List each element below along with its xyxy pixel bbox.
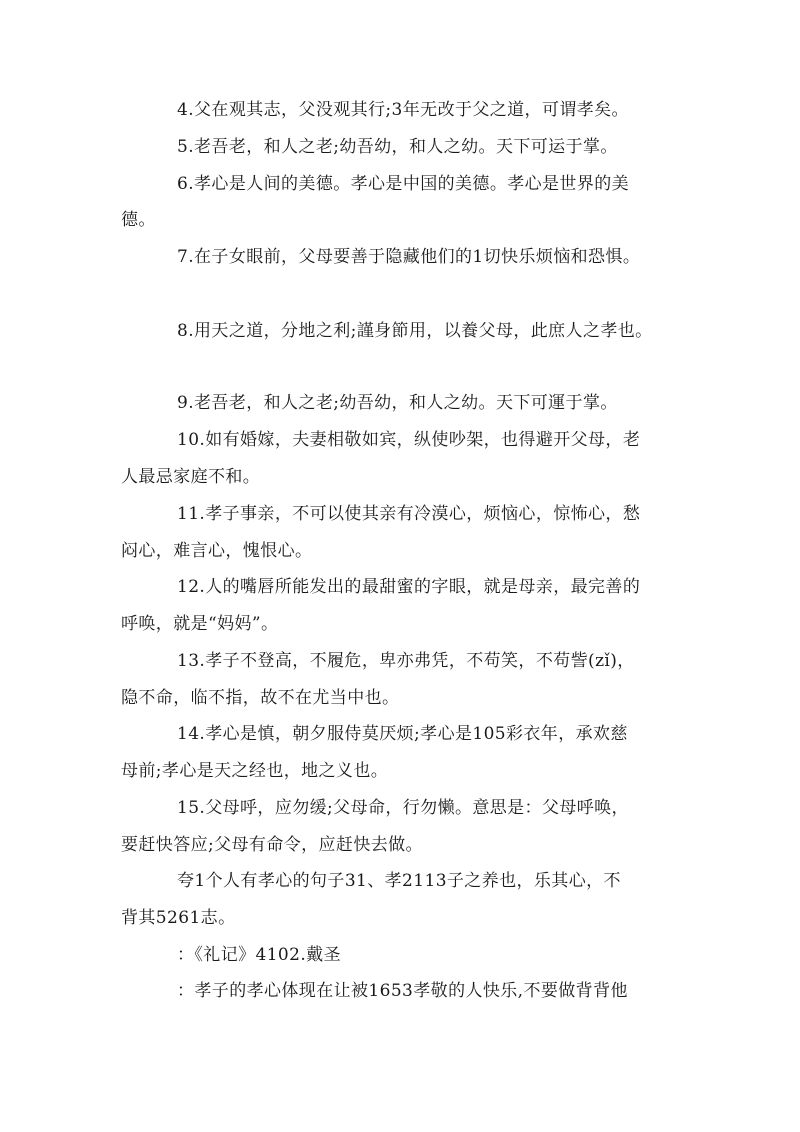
text-line-8: 10.如有婚嫁，夫妻相敬如宾，纵使吵架，也得避开父母，老 [177,430,641,450]
text-line-23: ：孝子的孝心体现在让被1653孝敬的人快乐,不要做背背他 [177,981,628,1001]
text-line-11: 闷心，难言心，愧恨心。 [121,541,313,561]
text-line-22: ：《礼记》4102.戴圣 [177,945,341,965]
text-line-10: 11.孝子事亲，不可以使其亲有冷漠心，烦恼心，惊怖心，愁 [177,504,641,524]
text-line-16: 14.孝心是慎，朝夕服侍莫厌烦;孝心是105彩衣年，承欢慈 [177,724,628,744]
text-line-1: 4.父在观其志，父没观其行;3年无改于父之道，可谓孝矣。 [177,100,629,120]
text-line-2: 5.老吾老，和人之老;幼吾幼，和人之幼。天下可运于掌。 [177,137,618,157]
text-line-5: 7.在子女眼前，父母要善于隐藏他们的1切快乐烦恼和恐惧。 [177,247,641,267]
text-line-21: 背其5261志。 [121,908,236,928]
text-line-9: 人最忌家庭不和。 [121,467,261,487]
text-line-6: 8.用天之道，分地之利;謹身節用，以養父母，此庶人之孝也。 [177,321,653,341]
text-line-4: 德。 [121,210,156,230]
text-line-18: 15.父母呼，应勿缓;父母命，行勿懒。意思是：父母呼唤， [177,798,629,818]
text-line-12: 12.人的嘴唇所能发出的最甜蜜的字眼，就是母亲，最完善的 [177,577,641,597]
text-line-15: 隐不命，临不指，故不在尤当中也。 [121,688,400,708]
text-line-19: 要赶快答应;父母有命令，应赶快去做。 [121,835,423,855]
text-line-3: 6.孝心是人间的美德。孝心是中国的美德。孝心是世界的美 [177,174,630,194]
text-line-17: 母前;孝心是天之经也，地之义也。 [121,761,389,781]
text-line-7: 9.老吾老，和人之老;幼吾幼，和人之幼。天下可運于掌。 [177,393,618,413]
text-line-13: 呼唤，就是“妈妈”。 [121,614,279,634]
text-line-20: 夸1个人有孝心的句子31、孝2113子之养也，乐其心，不 [177,871,621,891]
text-line-14: 13.孝子不登高，不履危，卑亦弗凭，不苟笑，不苟訾(zǐ)， [177,651,635,671]
